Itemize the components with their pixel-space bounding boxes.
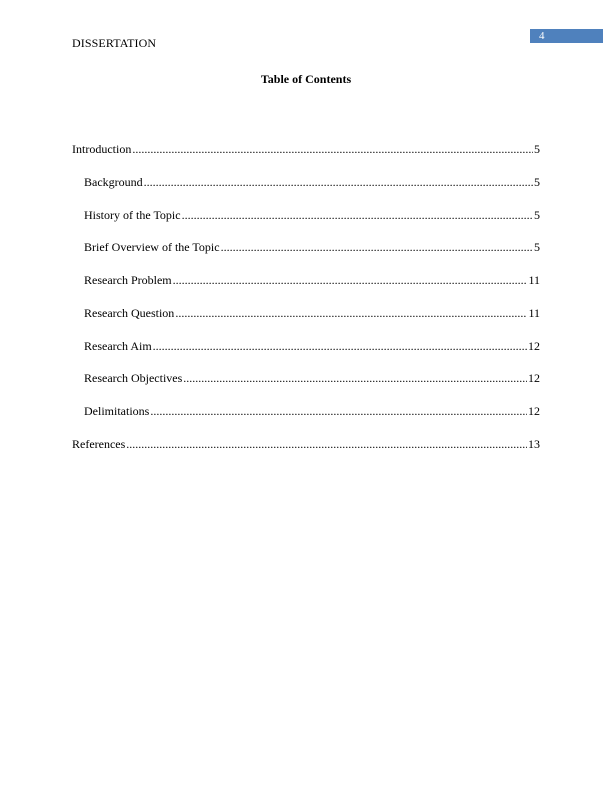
toc-entry-label: Research Aim [84, 338, 152, 353]
toc-entry-page: 13 [528, 436, 540, 451]
toc-entry-label: History of the Topic [84, 207, 181, 222]
toc-entry-page: 5 [534, 142, 540, 156]
toc-entry-label: Background [84, 174, 143, 189]
toc-entry-references[interactable] [72, 437, 540, 470]
toc-dot-leader [182, 208, 533, 222]
toc-entry-research-aim[interactable] [72, 339, 540, 372]
toc-entry-page: 11 [528, 305, 540, 320]
toc-entry-label: References [72, 436, 126, 451]
toc-entry-introduction[interactable] [72, 142, 540, 175]
toc-entry-research-objectives[interactable] [72, 371, 540, 404]
toc-entry-label: Introduction [72, 142, 132, 156]
toc-entry-history-of-the-topic[interactable] [72, 208, 540, 241]
toc-dot-leader [183, 371, 527, 385]
toc-entry-label: Research Question [84, 305, 175, 320]
toc-entry-background[interactable] [72, 175, 540, 208]
toc-entry-research-question[interactable] [72, 306, 540, 339]
toc-dot-leader [153, 339, 527, 353]
toc-entry-label: Research Problem [84, 273, 172, 287]
toc-entry-label: Brief Overview of the Topic [84, 240, 220, 255]
toc-entry-brief-overview[interactable] [72, 240, 540, 273]
page-number-badge [530, 29, 603, 43]
toc-entry-page: 11 [528, 273, 540, 287]
toc-entry-label: Delimitations [84, 404, 150, 418]
toc-dot-leader [221, 240, 533, 254]
toc-dot-leader [144, 175, 533, 189]
toc-entry-label: Research Objectives [84, 371, 183, 386]
toc-dot-leader [126, 437, 527, 451]
running-head: DISSERTATION [72, 36, 157, 50]
toc-dot-leader [150, 404, 527, 418]
toc-entry-page: 12 [528, 371, 540, 386]
toc-dot-leader [175, 306, 527, 320]
toc-entry-page: 5 [534, 174, 540, 189]
toc-list [72, 142, 540, 470]
toc-dot-leader [132, 142, 533, 156]
page-number: 4 [539, 30, 545, 42]
toc-title: Table of Contents [260, 72, 352, 86]
toc-dot-leader [173, 273, 528, 287]
toc-entry-page: 5 [534, 207, 540, 222]
toc-entry-research-problem[interactable] [72, 273, 540, 306]
toc-entry-page: 12 [528, 404, 540, 418]
toc-entry-delimitations[interactable] [72, 404, 540, 437]
toc-entry-page: 5 [534, 240, 540, 255]
toc-entry-page: 12 [528, 338, 540, 353]
